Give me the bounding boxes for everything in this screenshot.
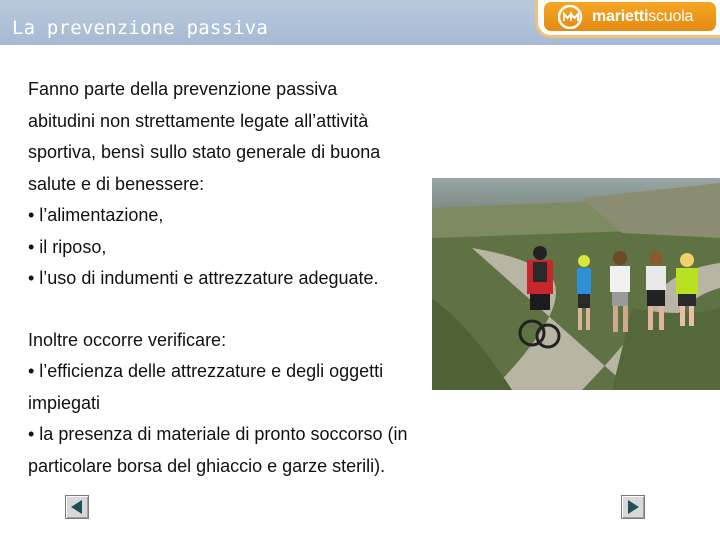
bullet-item: • la presenza di materiale di pronto soccorso (in [28,424,408,444]
body-line: sportiva, bensì sullo stato generale di buona [28,142,381,162]
logo-text-light: scuola [648,8,694,25]
next-slide-button[interactable] [621,495,645,519]
body-line: impiegati [28,392,101,413]
bullet-item: • l’alimentazione, [28,205,164,225]
bullet-item: • il riposo, [28,236,107,257]
logo-mark-icon [558,5,588,29]
logo-badge [544,2,716,31]
body-line: Inoltre occorre verificare: [28,329,227,350]
body-line: salute e di benessere: [28,173,205,194]
slide-body [28,78,458,486]
body-line: abitudini non strettamente legate all’attività [28,110,369,131]
logo-text-bold: marietti [592,8,649,25]
publisher-logo [535,0,720,38]
triangle-right-icon [622,496,644,518]
previous-slide-button[interactable] [65,495,89,519]
intro-prefix: Fanno parte della [28,79,174,99]
bullet-item: • l’uso di indumenti e attrezzature adeguate. [28,268,379,288]
bullet-item: • l’efficienza delle attrezzature e degli oggetti [28,361,384,381]
triangle-left-icon [66,496,88,518]
intro-line [28,78,458,110]
logo-text [592,8,693,26]
intro-emphasis: prevenzione passiva [173,79,338,99]
header-bar [0,0,720,45]
runners-photo [432,178,720,390]
body-line: particolare borsa del ghiaccio e garze sterili). [28,455,386,476]
slide-title: La prevenzione passiva [12,17,269,39]
